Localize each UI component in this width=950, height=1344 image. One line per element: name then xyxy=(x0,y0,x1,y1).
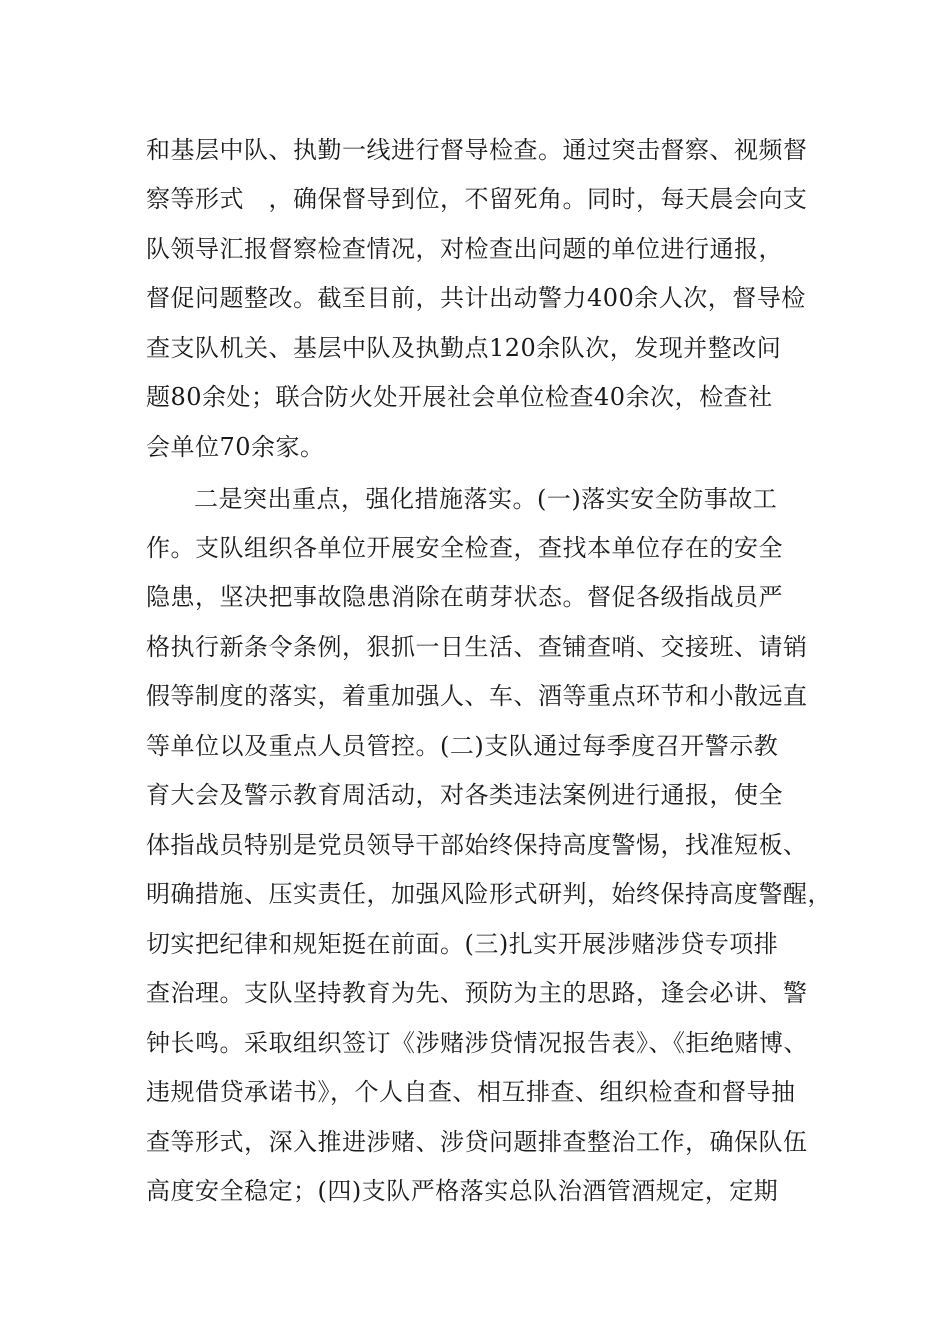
text-line: 明确措施、压实责任，加强风险形式研判，始终保持高度警醒， xyxy=(146,880,832,908)
text-line: 违规借贷承诺书》，个人自查、相互排查、组织检查和督导抽 xyxy=(146,1078,796,1106)
text-line: 队领导汇报督察检查情况，对检查出问题的单位进行通报， xyxy=(146,235,783,263)
paragraph-first-line: 二是突出重点，强化措施落实。(一)落实安全防事故工 xyxy=(194,485,778,513)
text-line: 查等形式，深入推进涉赌、涉贷问题排查整治工作，确保队伍 xyxy=(146,1128,808,1156)
text-line: 假等制度的落实，着重加强人、车、酒等重点环节和小散远直 xyxy=(146,682,808,710)
text-line: 题80余处；联合防火处开展社会单位检查40余次，检查社 xyxy=(146,383,773,411)
text-line: 隐患，坚决把事故隐患消除在萌芽状态。督促各级指战员严 xyxy=(146,583,783,611)
text-line: 会单位70余家。 xyxy=(146,433,325,461)
text-line: 和基层中队、执勤一线进行督导检查。通过突击督察、视频督 xyxy=(146,136,808,164)
text-line: 切实把纪律和规矩挺在前面。(三)扎实开展涉赌涉贷专项排 xyxy=(146,930,779,958)
text-line: 钟长鸣。采取组织签订《涉赌涉贷情况报告表》、《拒绝赌博、 xyxy=(146,1029,808,1057)
text-line: 等单位以及重点人员管控。(二)支队通过每季度召开警示教 xyxy=(146,732,779,760)
text-line: 高度安全稳定；(四)支队严格落实总队治酒管酒规定，定期 xyxy=(146,1177,779,1205)
text-line: 督促问题整改。截至目前，共计出动警力400余人次，督导检 xyxy=(146,284,806,312)
text-line: 格执行新条令条例，狠抓一日生活、查铺查哨、交接班、请销 xyxy=(146,633,808,661)
text-line: 查治理。支队坚持教育为先、预防为主的思路，逢会必讲、警 xyxy=(146,979,808,1007)
text-line: 体指战员特别是党员领导干部始终保持高度警惕，找准短板、 xyxy=(146,831,808,859)
text-line: 察等形式 ，确保督导到位，不留死角。同时，每天晨会向支 xyxy=(146,185,808,213)
text-line: 作。支队组织各单位开展安全检查，查找本单位存在的安全 xyxy=(146,534,783,562)
text-line: 育大会及警示教育周活动，对各类违法案例进行通报，使全 xyxy=(146,781,783,809)
text-line: 查支队机关、基层中队及执勤点120余队次，发现并整改问 xyxy=(146,334,782,362)
